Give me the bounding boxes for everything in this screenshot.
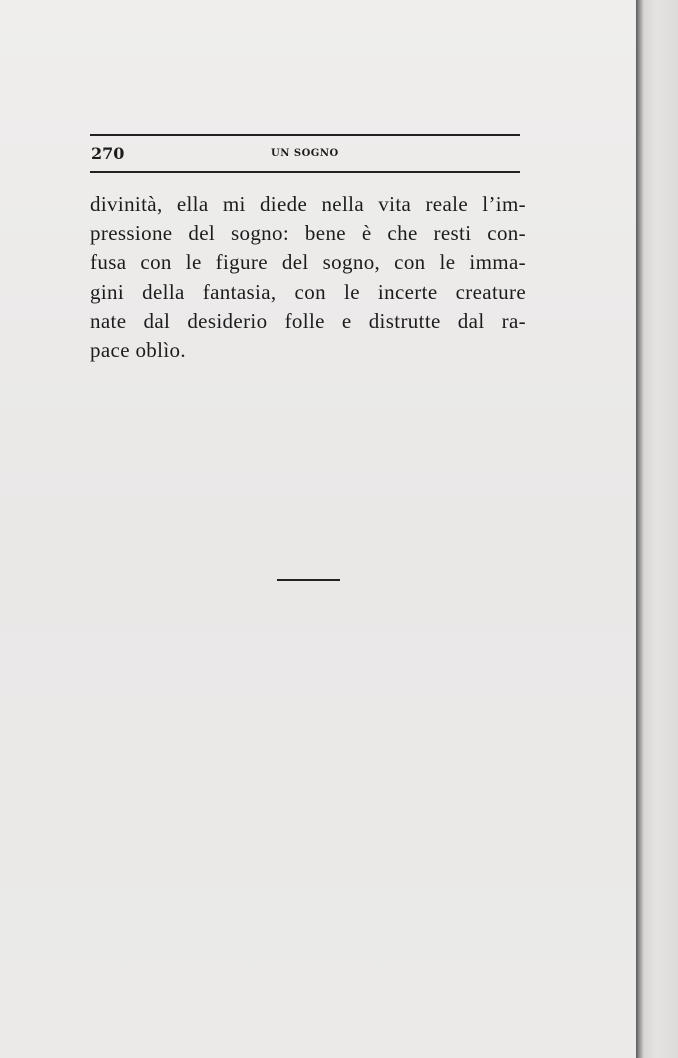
page-number: 270 — [91, 144, 125, 163]
text-line: pace oblìo. — [90, 338, 186, 363]
text-line: gini della fantasia, con le incerte creature — [90, 279, 526, 304]
page-edge-shadow — [636, 0, 678, 1058]
text-line: divinità, ella mi diede nella vita reale l’im- — [90, 192, 526, 216]
text-line: fusa con le figure del sogno, con le imma- — [90, 250, 526, 275]
text-line: nate dal desiderio folle e distrutte dal ra- — [90, 308, 526, 333]
chapter-end-rule — [277, 579, 340, 581]
header-bottom-rule — [90, 171, 520, 173]
header-top-rule — [90, 134, 520, 136]
body-paragraph — [90, 190, 526, 365]
running-title: UN SOGNO — [271, 148, 339, 159]
text-line: pressione del sogno: bene è che resti con- — [90, 221, 526, 246]
